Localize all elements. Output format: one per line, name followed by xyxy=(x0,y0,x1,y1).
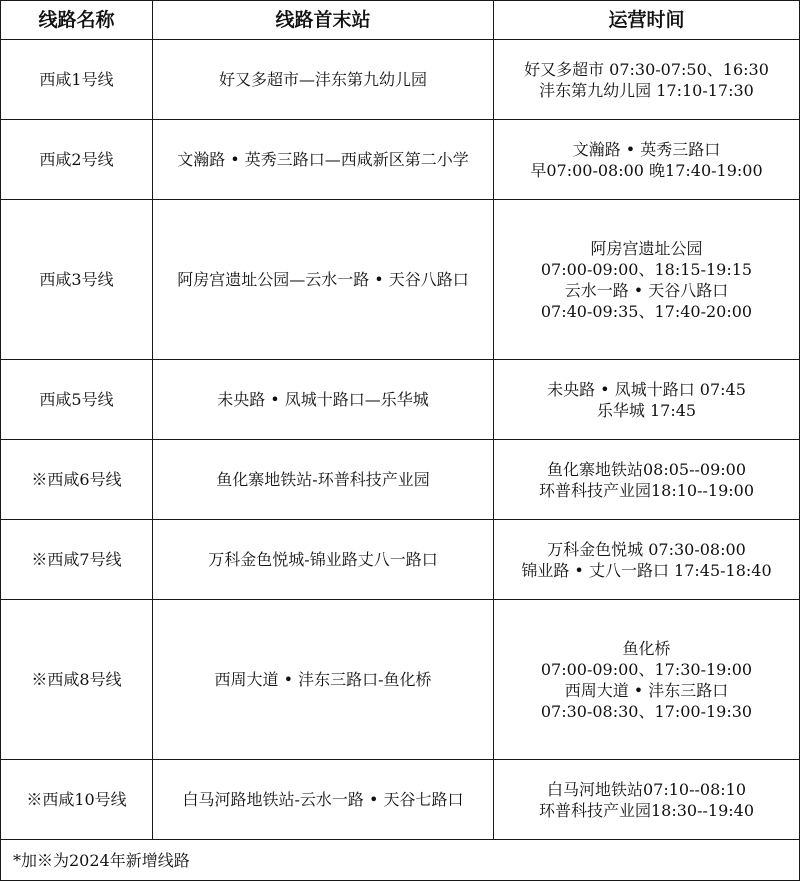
time-line: 未央路 • 凤城十路口 07:45 xyxy=(547,379,746,399)
time-line: 鱼化寨地铁站08:05--09:00 xyxy=(546,459,747,479)
header-operating-time: 运营时间 xyxy=(494,1,800,40)
route-stops: 好又多超市—沣东第九幼儿园 xyxy=(153,40,494,120)
table-row xyxy=(1,40,800,120)
table-row xyxy=(1,120,800,200)
table-row xyxy=(1,360,800,440)
time-line: 文瀚路 • 英秀三路口 xyxy=(572,139,721,159)
route-name: ※西咸6号线 xyxy=(1,440,153,520)
time-line: 西周大道 • 沣东三路口 xyxy=(564,680,729,700)
route-stops: 白马河路地铁站-云水一路 • 天谷七路口 xyxy=(153,760,494,840)
route-times xyxy=(494,440,800,520)
time-line: 乐华城 17:45 xyxy=(596,400,697,420)
route-name: 西咸5号线 xyxy=(1,360,153,440)
time-line: 万科金色悦城 07:30-08:00 xyxy=(547,539,746,559)
route-times xyxy=(494,120,800,200)
route-name: 西咸3号线 xyxy=(1,200,153,360)
route-stops: 文瀚路 • 英秀三路口—西咸新区第二小学 xyxy=(153,120,494,200)
time-line: 云水一路 • 天谷八路口 xyxy=(564,280,729,300)
time-line: 07:00-09:00、18:15-19:15 xyxy=(540,259,753,279)
footnote: *加※为2024年新增线路 xyxy=(1,840,800,881)
table-row xyxy=(1,440,800,520)
header-route-name: 线路名称 xyxy=(1,1,153,40)
route-times xyxy=(494,40,800,120)
route-name: ※西咸10号线 xyxy=(1,760,153,840)
route-name: 西咸2号线 xyxy=(1,120,153,200)
route-times xyxy=(494,520,800,600)
time-line: 沣东第九幼儿园 17:10-17:30 xyxy=(539,80,754,100)
time-line: 早07:00-08:00 晚17:40-19:00 xyxy=(530,160,763,180)
route-stops: 万科金色悦城-锦业路丈八一路口 xyxy=(153,520,494,600)
header-route-stops: 线路首末站 xyxy=(153,1,494,40)
time-line: 07:30-08:30、17:00-19:30 xyxy=(540,701,753,721)
footnote-row xyxy=(1,840,800,881)
route-times xyxy=(494,200,800,360)
route-stops: 鱼化寨地铁站-环普科技产业园 xyxy=(153,440,494,520)
time-line: 07:40-09:35、17:40-20:00 xyxy=(540,301,753,321)
table-row xyxy=(1,520,800,600)
table-row xyxy=(1,200,800,360)
time-line: 锦业路 • 丈八一路口 17:45-18:40 xyxy=(521,560,772,580)
time-line: 环普科技产业园18:10--19:00 xyxy=(538,480,755,500)
route-stops: 阿房宫遗址公园—云水一路 • 天谷八路口 xyxy=(153,200,494,360)
time-line: 白马河地铁站07:10--08:10 xyxy=(546,779,747,799)
time-line: 07:00-09:00、17:30-19:00 xyxy=(540,659,753,679)
route-stops: 西周大道 • 沣东三路口-鱼化桥 xyxy=(153,600,494,760)
route-name: ※西咸7号线 xyxy=(1,520,153,600)
route-stops: 未央路 • 凤城十路口—乐华城 xyxy=(153,360,494,440)
route-times xyxy=(494,600,800,760)
table-row xyxy=(1,760,800,840)
table-header-row xyxy=(1,1,800,40)
route-times xyxy=(494,760,800,840)
time-line: 阿房宫遗址公园 xyxy=(590,238,703,258)
route-name: 西咸1号线 xyxy=(1,40,153,120)
time-line: 好又多超市 07:30-07:50、16:30 xyxy=(524,59,769,79)
time-line: 环普科技产业园18:30--19:40 xyxy=(538,800,755,820)
route-times xyxy=(494,360,800,440)
table-row xyxy=(1,600,800,760)
time-line: 鱼化桥 xyxy=(622,638,671,658)
route-name: ※西咸8号线 xyxy=(1,600,153,760)
